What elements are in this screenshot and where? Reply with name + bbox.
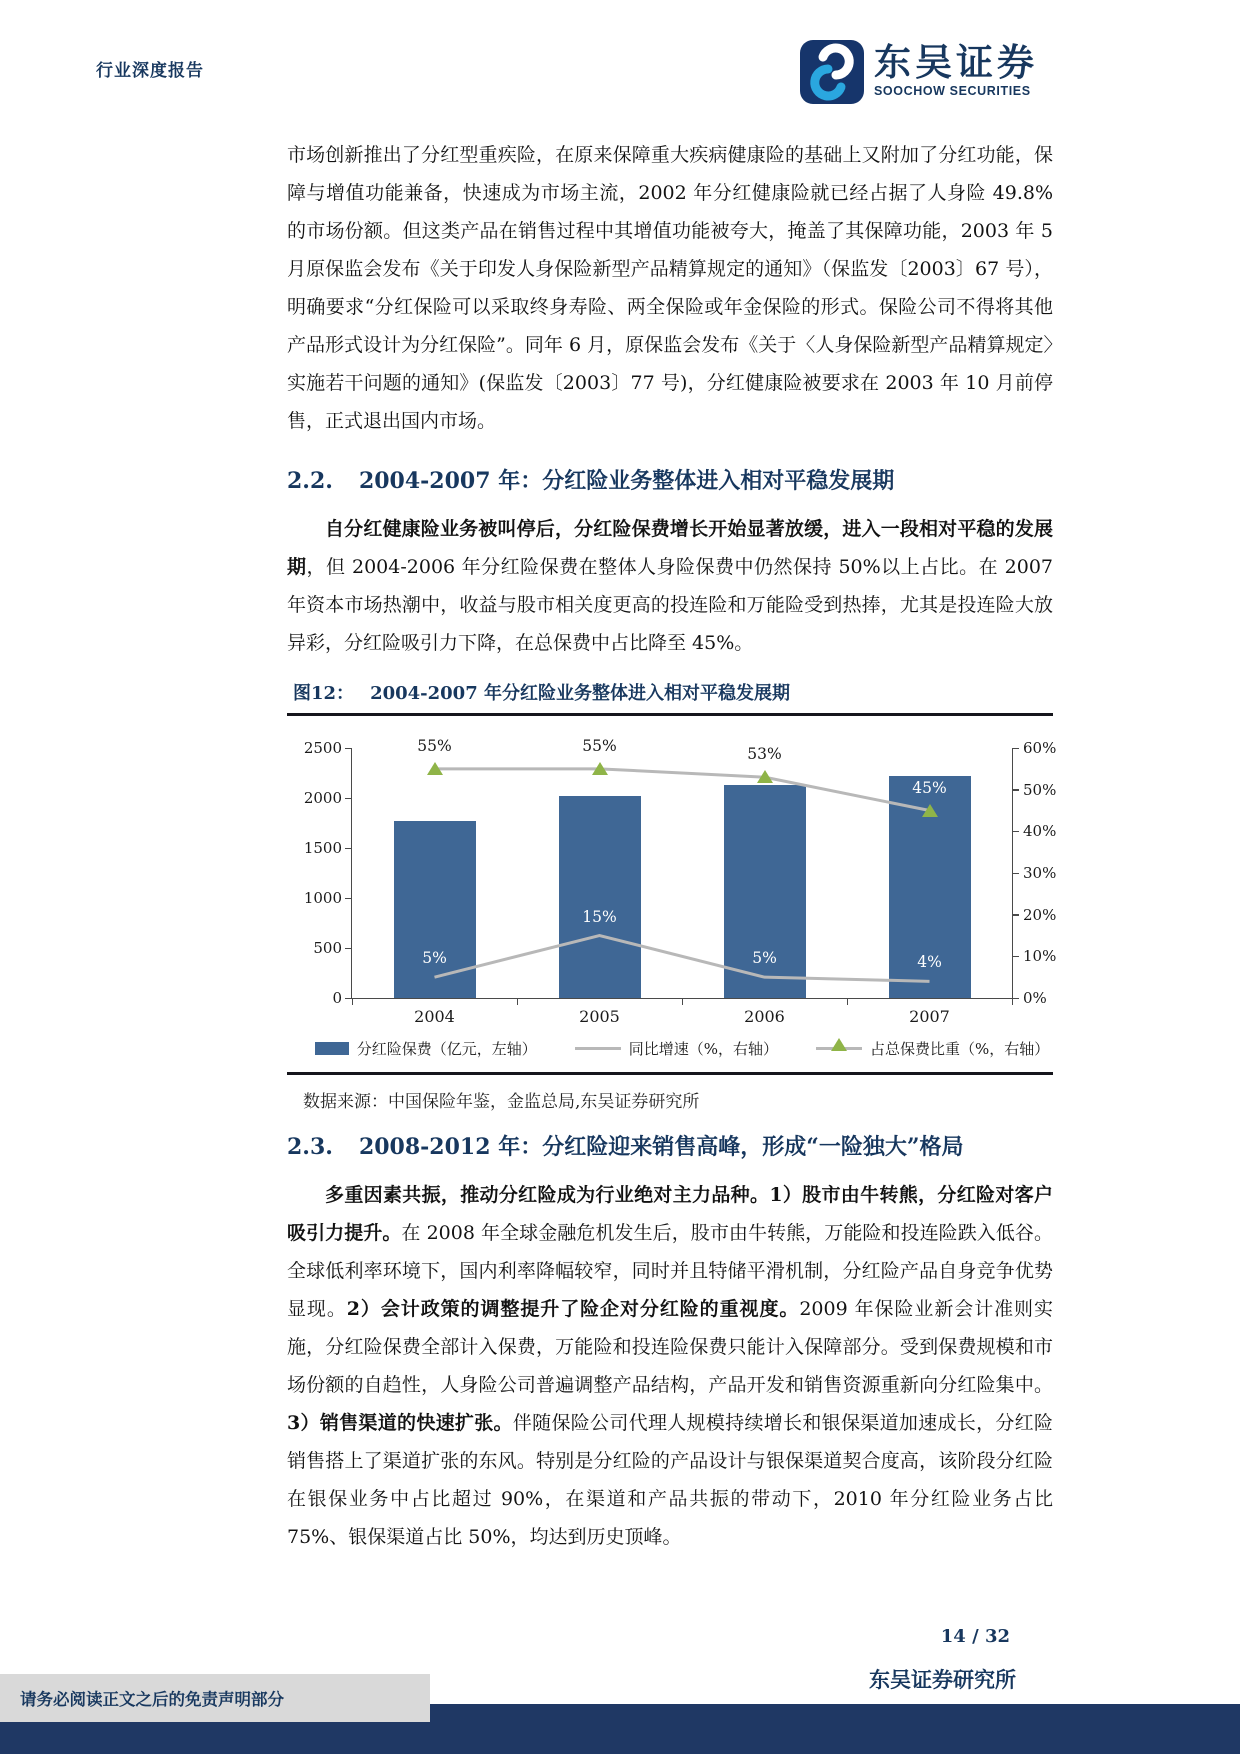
bold-run: 多重因素共振，推动分红险成为行业绝对主力品种。1）股市由牛转熊，分红险对客户吸引力提升。	[287, 1184, 1053, 1244]
right-axis-tick-10: 10%	[1023, 947, 1057, 966]
data-label-5%-2006: 5%	[752, 949, 777, 968]
left-axis-tick-0: 0	[332, 989, 342, 1007]
x-axis-tickmark	[352, 998, 354, 1005]
brand-text	[874, 40, 1038, 98]
chart-legend	[332, 1038, 1050, 1059]
page-number: 14 / 32	[940, 1626, 1010, 1647]
right-axis-tickmark	[1012, 831, 1019, 833]
x-axis-tickmark	[682, 998, 684, 1005]
section-2-3-heading	[287, 1132, 1053, 1162]
figure-top-rule	[287, 713, 1053, 716]
legend-item	[575, 1038, 778, 1059]
text-run: 在 2008 年全球金融危机发生后，股市由牛转熊，万能险和投连险跌入低谷。全球低利率环境下，国内利率降幅较窄，同时并且特储平滑机制，分红险产品自身竞争优势显现。	[287, 1222, 1053, 1320]
figure-12-chart	[287, 718, 1057, 1068]
triangle-marker-2006	[757, 770, 773, 783]
x-axis-label-2007: 2007	[909, 1007, 950, 1026]
left-axis-tickmark	[345, 748, 352, 750]
right-axis-tickmark	[1012, 956, 1019, 958]
share-ratio-line	[435, 769, 930, 811]
section-2-2-title: 2004-2007 年：分红险业务整体进入相对平稳发展期	[358, 468, 895, 494]
figure-caption	[287, 680, 1053, 708]
bold-run: 2）会计政策的调整提升了险企对分红险的重视度。	[346, 1298, 800, 1320]
triangle-marker-2007	[922, 804, 938, 817]
right-axis-tick-60: 60%	[1023, 739, 1057, 757]
figure-caption-title: 2004-2007 年分红险业务整体进入相对平稳发展期	[370, 683, 790, 704]
legend-item	[315, 1038, 537, 1059]
right-axis-tickmark	[1012, 789, 1019, 791]
right-axis-tickmark	[1012, 998, 1019, 1000]
data-label-4%-2007: 4%	[917, 953, 942, 972]
yoy-growth-line	[435, 936, 930, 982]
data-label-55%-2005: 55%	[582, 736, 617, 755]
right-axis-tick-50: 50%	[1023, 780, 1057, 799]
right-axis-tick-20: 20%	[1023, 905, 1057, 924]
data-label-55%-2004: 55%	[417, 736, 452, 755]
disclaimer-box	[0, 1674, 430, 1722]
legend-line-swatch	[575, 1047, 621, 1050]
paragraph-market-innovation: 市场创新推出了分红型重疾险，在原来保障重大疾病健康险的基础上又附加了分红功能，保障与增值功能兼备，快速成为市场主流，2002 年分红健康险就已经占据了人身险 49.8%的市场份额。但这类产品在销售过程中其增值功能被夸大，掩盖了其保障功能，2003 年 5 月原保监会发布《关于印发人身保险新型产品精算规定的通知》（保监发〔2003〕67 号），明确要求“分红保险可以采取终身寿险、两全保险或年金保险的形式。保险公司不得将其他产品形式设计为分红保险”。同年 6 月，原保监会发布《关于〈人身保险新型产品精算规定〉实施若干问题的通知》(保监发〔2003〕77 号)，分红健康险被要求在 2003 年 10 月前停售，正式退出国内市场。	[287, 144, 1053, 432]
x-axis-tickmark	[1012, 998, 1014, 1005]
right-axis-tick-40: 40%	[1023, 822, 1057, 841]
left-axis-tick-2500: 2500	[303, 739, 342, 757]
text-run: ，但 2004-2006 年分红险保费在整体人身险保费中仍然保持 50%以上占比。在 2007 年资本市场热潮中，收益与股市相关度更高的投连险和万能险受到热捧，尤其是投连险大放异彩，分红险吸引力下降，在总保费中占比降至 45%。	[287, 556, 1053, 654]
right-axis-tick-0: 0%	[1023, 989, 1047, 1007]
legend-item	[816, 1038, 1049, 1059]
x-axis-tickmark	[517, 998, 519, 1005]
paragraph-2004-2007	[287, 510, 1053, 662]
data-label-5%-2004: 5%	[422, 949, 447, 968]
right-axis-tickmark	[1012, 873, 1019, 875]
left-axis-tick-1000: 1000	[303, 889, 342, 907]
left-axis-tick-2000: 2000	[303, 789, 342, 807]
brand-name-cn: 东吴证券	[874, 40, 1038, 84]
left-axis-tickmark	[345, 898, 352, 900]
chart-plot-area	[303, 736, 1057, 1058]
paragraph-2008-2012	[287, 1176, 1053, 1556]
section-2-2-number: 2.2.	[287, 468, 333, 494]
legend-line-triangle-swatch	[816, 1047, 862, 1050]
legend-label: 占总保费比重（%，右轴）	[870, 1040, 1050, 1058]
figure-bottom-rule	[287, 1072, 1053, 1075]
right-axis-tickmark	[1012, 914, 1019, 916]
left-axis-tick-1500: 1500	[303, 839, 342, 857]
triangle-marker-2004	[427, 762, 443, 775]
right-axis-tickmark	[1012, 748, 1019, 750]
section-2-3-number: 2.3.	[287, 1134, 333, 1160]
text-run: 2009 年保险业新会计准则实施，分红险保费全部计入保费，万能险和投连险保费只能计入保障部分。受到保费规模和市场份额的自趋性，人身险公司普遍调整产品结构，产品开发和销售资源重新向分红险集中。	[287, 1298, 1053, 1396]
brand-logo	[800, 40, 1038, 104]
data-label-15%-2005: 15%	[582, 907, 617, 926]
content-column	[287, 136, 1057, 1556]
right-axis-tick-30: 30%	[1023, 864, 1057, 882]
data-label-53%-2006: 53%	[747, 745, 782, 764]
legend-bar-swatch	[315, 1042, 349, 1055]
left-axis-tick-500: 500	[313, 939, 342, 957]
x-axis-label-2004: 2004	[414, 1007, 455, 1026]
legend-triangle-icon	[831, 1038, 847, 1051]
left-axis-tickmark	[345, 848, 352, 850]
data-label-45%-2007: 45%	[912, 778, 947, 797]
research-institute-label: 东吴证券研究所	[869, 1667, 1016, 1692]
x-axis-label-2006: 2006	[744, 1007, 785, 1026]
brand-name-en: SOOCHOW SECURITIES	[874, 84, 1031, 98]
x-axis-label-2005: 2005	[579, 1007, 620, 1026]
disclaimer-text: 请务必阅读正文之后的免责声明部分	[20, 1690, 284, 1709]
figure-source: 数据来源：中国保险年鉴，金监总局,东吴证券研究所	[303, 1092, 700, 1112]
report-type-label: 行业深度报告	[96, 61, 204, 81]
triangle-marker-2005	[592, 762, 608, 775]
x-axis-tickmark	[847, 998, 849, 1005]
text-run: 伴随保险公司代理人规模持续增长和银保渠道加速成长，分红险销售搭上了渠道扩张的东风。特别是分红险的产品设计与银保渠道契合度高，该阶段分红险在银保业务中占比超过 90%，在渠道和产品共振的带动下，2010 年分红险业务占比 75%、银保渠道占比 50%，均达到历史顶峰。	[287, 1412, 1053, 1548]
bold-run: 3）销售渠道的快速扩张。	[287, 1412, 513, 1434]
left-axis-tickmark	[345, 948, 352, 950]
legend-label: 同比增速（%，右轴）	[628, 1040, 779, 1058]
figure-12	[287, 680, 1057, 1112]
section-2-3-title: 2008-2012 年：分红险迎来销售高峰，形成“一险独大”格局	[358, 1134, 964, 1160]
soochow-swirl-logo-icon	[800, 40, 864, 104]
legend-label: 分红险保费（亿元，左轴）	[356, 1040, 537, 1058]
section-2-2-heading	[287, 466, 1053, 496]
figure-caption-label: 图12：	[293, 683, 355, 704]
left-axis-tickmark	[345, 798, 352, 800]
bold-run: 自分红健康险业务被叫停后，分红险保费增长开始显著放缓，进入一段相对平稳的发展期	[287, 518, 1053, 578]
